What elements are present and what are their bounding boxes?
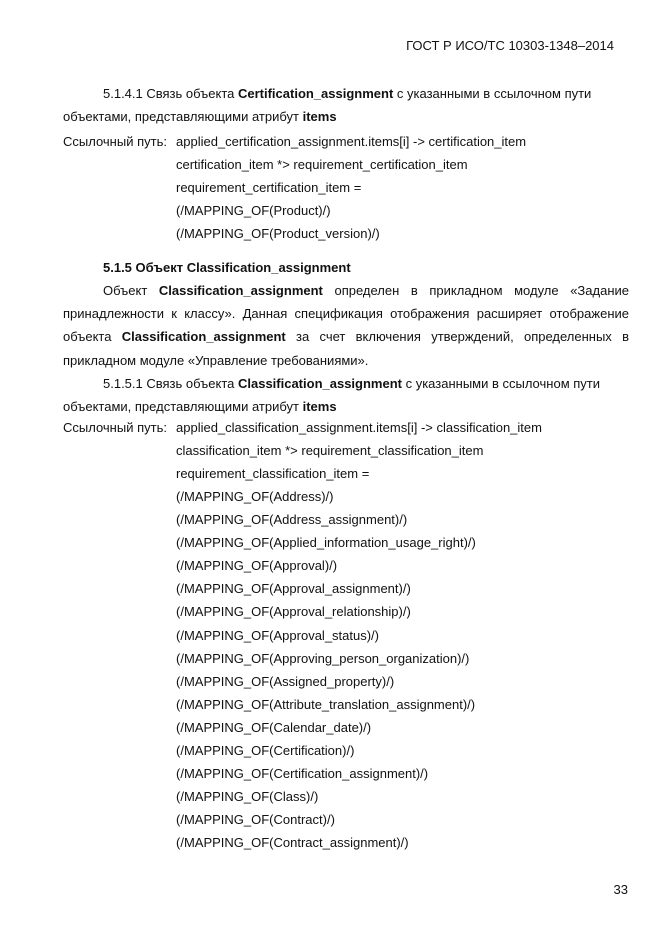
document-header: ГОСТ Р ИСО/ТС 10303-1348–2014 [406, 38, 614, 53]
section-5-1-5-heading [63, 256, 629, 279]
path-line: classification_item *> requirement_classification_item [176, 443, 484, 458]
path-line: (/MAPPING_OF(Approval_status)/) [176, 628, 379, 643]
path-line: (/MAPPING_OF(Class)/) [176, 789, 319, 804]
attribute-name: items [302, 399, 337, 415]
paragraph-text: за счет включения утверждений, определенных в прикладном модуле «Управление требованиями». [63, 329, 629, 368]
path-line: requirement_classification_item = [176, 466, 370, 481]
path-line: (/MAPPING_OF(Contract)/) [176, 812, 335, 827]
path-line: (/MAPPING_OF(Product)/) [176, 203, 331, 218]
path-line: certification_item *> requirement_certification_item [176, 157, 468, 172]
path-line: (/MAPPING_OF(Certification)/) [176, 743, 355, 758]
paragraph-text: Объект [103, 283, 159, 298]
entity-name: Classification_assignment [237, 376, 402, 391]
path-line: (/MAPPING_OF(Calendar_date)/) [176, 720, 372, 735]
path-line: applied_classification_assignment.items[i] -> classification_item [176, 420, 542, 435]
reference-path-label: Ссылочный путь: [63, 420, 167, 435]
path-line: (/MAPPING_OF(Product_version)/) [176, 226, 380, 241]
entity-name: Classification_assignment [158, 283, 323, 298]
path-line: requirement_certification_item = [176, 180, 362, 195]
section-5-1-4-1-paragraph [63, 82, 629, 128]
section-prefix: 5.1.5.1 Связь объекта [103, 376, 238, 391]
section-title: 5.1.5 Объект Classification_assignment [103, 260, 351, 275]
path-line: (/MAPPING_OF(Approval_relationship)/) [176, 604, 411, 619]
section-text: с указанными в ссылочном пути объектами, представляющими атрибут [63, 86, 592, 125]
paragraph-text: определен в прикладном модуле «Задание принадлежности к классу». Данная спецификация отображения расширяет отображение объекта [63, 283, 629, 345]
path-line: (/MAPPING_OF(Certification_assignment)/) [176, 766, 429, 781]
path-line: (/MAPPING_OF(Attribute_translation_assignment)/) [176, 697, 476, 712]
section-5-1-5-paragraph [63, 279, 629, 372]
reference-path-label: Ссылочный путь: [63, 134, 167, 149]
entity-name: Certification_assignment [237, 86, 394, 101]
path-line: (/MAPPING_OF(Approval)/) [176, 558, 338, 573]
path-line: (/MAPPING_OF(Approving_person_organization)/) [176, 651, 470, 666]
path-line: (/MAPPING_OF(Address)/) [176, 489, 334, 504]
section-5-1-5-1-paragraph [63, 372, 629, 418]
attribute-name: items [302, 109, 337, 125]
path-line: applied_certification_assignment.items[i] -> certification_item [176, 134, 527, 149]
section-prefix: 5.1.4.1 Связь объекта [103, 86, 238, 101]
entity-name: Classification_assignment [121, 329, 286, 345]
path-line: (/MAPPING_OF(Approval_assignment)/) [176, 581, 411, 596]
path-line: (/MAPPING_OF(Applied_information_usage_right)/) [176, 535, 476, 550]
path-line: (/MAPPING_OF(Contract_assignment)/) [176, 835, 409, 850]
page-number: 33 [613, 882, 628, 897]
path-line: (/MAPPING_OF(Address_assignment)/) [176, 512, 408, 527]
path-line: (/MAPPING_OF(Assigned_property)/) [176, 674, 395, 689]
section-text: с указанными в ссылочном пути объектами, представляющими атрибут [63, 376, 600, 415]
